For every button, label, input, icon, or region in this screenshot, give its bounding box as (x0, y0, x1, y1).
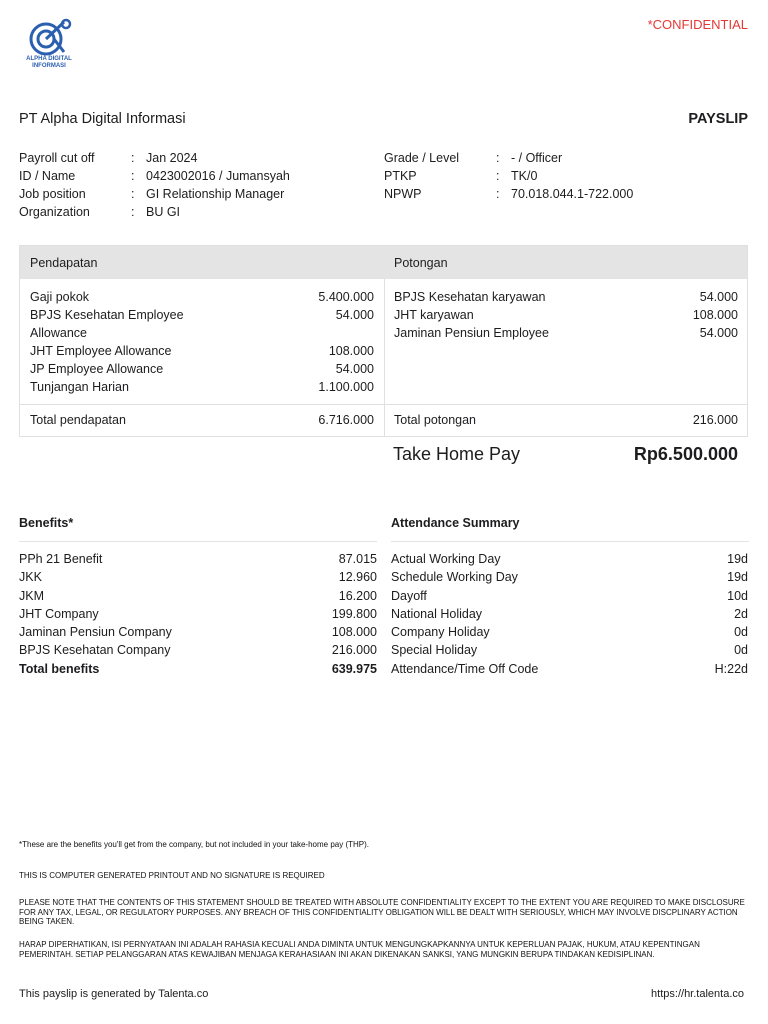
item-amount: 108.000 (331, 625, 377, 640)
info-separator: : (496, 169, 500, 183)
list-item (19, 568, 377, 586)
list-item (30, 378, 374, 396)
info-label: ID / Name (19, 169, 76, 183)
printout-note: THIS IS COMPUTER GENERATED PRINTOUT AND NO SIGNATURE IS REQUIRED (19, 871, 325, 880)
info-value: - / Officer (511, 151, 563, 165)
deductions-list (394, 288, 738, 342)
employee-info-left (19, 149, 290, 221)
item-name: BPJS Kesehatan karyawan (394, 290, 546, 304)
take-home-pay-label: Take Home Pay (393, 444, 521, 464)
info-value: 70.018.044.1-722.000 (511, 187, 634, 201)
item-name: JHT Company (19, 606, 99, 621)
info-label: Grade / Level (384, 151, 460, 165)
item-name: JP Employee Allowance (30, 362, 164, 376)
item-name: JHT Employee Allowance (30, 344, 172, 358)
confidentiality-note-id: HARAP DIPERHATIKAN, ISI PERNYATAAN INI ADALAH RAHASIA KECUALI ANDA DIMINTA UNTUK MENGUNGKAPKANNYA UNTUK KEPERLUAN PAJAK, HUKUM, ATAU KEPENTINGAN PEMERINTAH. SETIAP PELANGGARAN ATAS KEWAJIBAN MENJAGA KERAHASIAAN INI AKAN DIKENAKAN SANKSI, YANG MUNGKIN BERUPA TINDAKAN KEDISIPLINAN. (19, 940, 700, 959)
list-item (391, 641, 748, 659)
item-name: PPh 21 Benefit (19, 552, 103, 566)
item-amount: 54.000 (335, 308, 374, 322)
info-label: Job position (19, 187, 86, 201)
benefits-heading: Benefits* (19, 516, 74, 530)
info-separator: : (496, 187, 500, 201)
info-value: BU GI (146, 205, 181, 219)
item-amount: 54.000 (699, 326, 738, 340)
list-item (394, 324, 738, 342)
item-amount: 2d (734, 606, 748, 621)
item-amount: 19d (727, 570, 748, 585)
info-label: PTKP (384, 169, 417, 183)
logo-text: ALPHA DIGITAL INFORMASI (26, 56, 72, 69)
list-item (30, 360, 374, 378)
total-amount: 216.000 (692, 413, 738, 427)
list-item (30, 306, 374, 342)
table-header (20, 246, 747, 279)
total-divider (20, 404, 747, 405)
earnings-deductions-table (19, 245, 748, 437)
item-name: Special Holiday (391, 643, 478, 658)
info-separator: : (131, 169, 135, 183)
list-item (391, 550, 748, 568)
benefits-divider (19, 541, 377, 542)
info-label: Organization (19, 205, 90, 219)
info-row (19, 203, 290, 221)
confidential-label: *CONFIDENTIAL (647, 17, 748, 32)
item-amount: 16.200 (338, 588, 377, 603)
logo-mark-icon (24, 18, 74, 56)
item-amount: 87.015 (338, 552, 377, 566)
deductions-heading: Potongan (394, 256, 448, 270)
list-item (19, 605, 377, 623)
item-amount: 10d (727, 588, 748, 603)
company-logo (18, 18, 80, 74)
earnings-heading: Pendapatan (30, 256, 98, 270)
item-amount: 108.000 (328, 344, 374, 358)
item-name: Gaji pokok (30, 290, 90, 304)
item-name: Schedule Working Day (391, 570, 518, 585)
attendance-heading: Attendance Summary (391, 516, 520, 530)
info-row (19, 185, 290, 203)
confidentiality-note-en: PLEASE NOTE THAT THE CONTENTS OF THIS STATEMENT SHOULD BE TREATED WITH ABSOLUTE CONFIDENTIALITY EXCEPT TO THE EXTENT YOU ARE REQUIRED TO MAKE DISCLOSURE FOR ANY TAX, LEGAL, OR REGULATORY PURPOSES. ANY BREACH OF THIS CONFIDENTIALITY OBLIGATION WILL BE DEALT WITH SERIOUSLY, WHICH MAY INVOLVE DISCPLINARY ACTION BEING TAKEN. (19, 898, 745, 926)
item-name: BPJS Kesehatan Employee Allowance (30, 308, 184, 340)
item-name: Jaminan Pensiun Company (19, 625, 172, 640)
total-label: Total pendapatan (30, 413, 126, 427)
list-item (391, 587, 748, 605)
list-item (30, 342, 374, 360)
benefits-total-row (19, 660, 377, 678)
list-item (391, 623, 748, 641)
list-item (19, 587, 377, 605)
item-name: Actual Working Day (391, 552, 501, 566)
info-separator: : (131, 187, 135, 201)
info-row (384, 167, 633, 185)
total-amount: 639.975 (331, 661, 377, 676)
list-item (394, 306, 738, 324)
info-value: GI Relationship Manager (146, 187, 285, 201)
info-value: Jan 2024 (146, 151, 198, 165)
info-value: 0423002016 / Jumansyah (146, 169, 290, 183)
item-name: Company Holiday (391, 625, 490, 640)
item-amount: 0d (734, 643, 748, 658)
list-item (19, 550, 377, 568)
item-amount: 108.000 (692, 308, 738, 322)
employee-info-right (384, 149, 633, 203)
list-item (394, 288, 738, 306)
info-separator: : (131, 205, 135, 219)
take-home-pay-value: Rp6.500.000 (633, 444, 738, 464)
item-amount: 1.100.000 (318, 380, 374, 394)
item-amount: 5.400.000 (318, 290, 374, 304)
item-amount: 54.000 (699, 290, 738, 304)
item-name: JHT karyawan (394, 308, 474, 322)
footer-generated-by: This payslip is generated by Talenta.co (19, 988, 209, 1000)
total-label: Total potongan (394, 413, 477, 427)
attendance-list (391, 550, 748, 678)
item-amount: 199.800 (331, 606, 377, 621)
item-name: National Holiday (391, 606, 483, 621)
item-name: Dayoff (391, 588, 427, 603)
info-label: Payroll cut off (19, 151, 95, 165)
item-name: JKK (19, 570, 42, 585)
total-amount: 6.716.000 (318, 413, 374, 427)
total-label: Total benefits (19, 661, 100, 676)
item-amount: 216.000 (331, 643, 377, 658)
attendance-divider (391, 541, 749, 542)
column-divider (384, 279, 385, 437)
list-item (391, 605, 748, 623)
item-name: Jaminan Pensiun Employee (394, 326, 549, 340)
list-item (19, 623, 377, 641)
info-row (19, 149, 290, 167)
item-amount: 54.000 (335, 362, 374, 376)
item-amount: 19d (727, 552, 748, 566)
item-amount: 12.960 (338, 570, 377, 585)
earnings-total-row (30, 413, 374, 427)
benefits-note: *These are the benefits you'll get from the company, but not included in your take-home pay (THP). (19, 840, 370, 849)
deductions-total-row (394, 413, 738, 427)
company-name: PT Alpha Digital Informasi (19, 111, 186, 127)
info-row (384, 149, 633, 167)
info-separator: : (131, 151, 135, 165)
item-name: JKM (19, 588, 44, 603)
item-amount: 0d (734, 625, 748, 640)
page-title: PAYSLIP (688, 111, 748, 127)
info-value: TK/0 (511, 169, 538, 183)
list-item (30, 288, 374, 306)
footer-url[interactable]: https://hr.talenta.co (651, 988, 744, 1000)
list-item (19, 641, 377, 659)
item-name: Attendance/Time Off Code (391, 661, 539, 676)
info-label: NPWP (384, 187, 422, 201)
info-row (19, 167, 290, 185)
item-name: BPJS Kesehatan Company (19, 643, 171, 658)
earnings-list (30, 288, 374, 396)
list-item (391, 568, 748, 586)
item-amount: H:22d (714, 661, 748, 676)
info-separator: : (496, 151, 500, 165)
info-row (384, 185, 633, 203)
benefits-list (19, 550, 377, 678)
item-name: Tunjangan Harian (30, 380, 129, 394)
list-item (391, 660, 748, 678)
